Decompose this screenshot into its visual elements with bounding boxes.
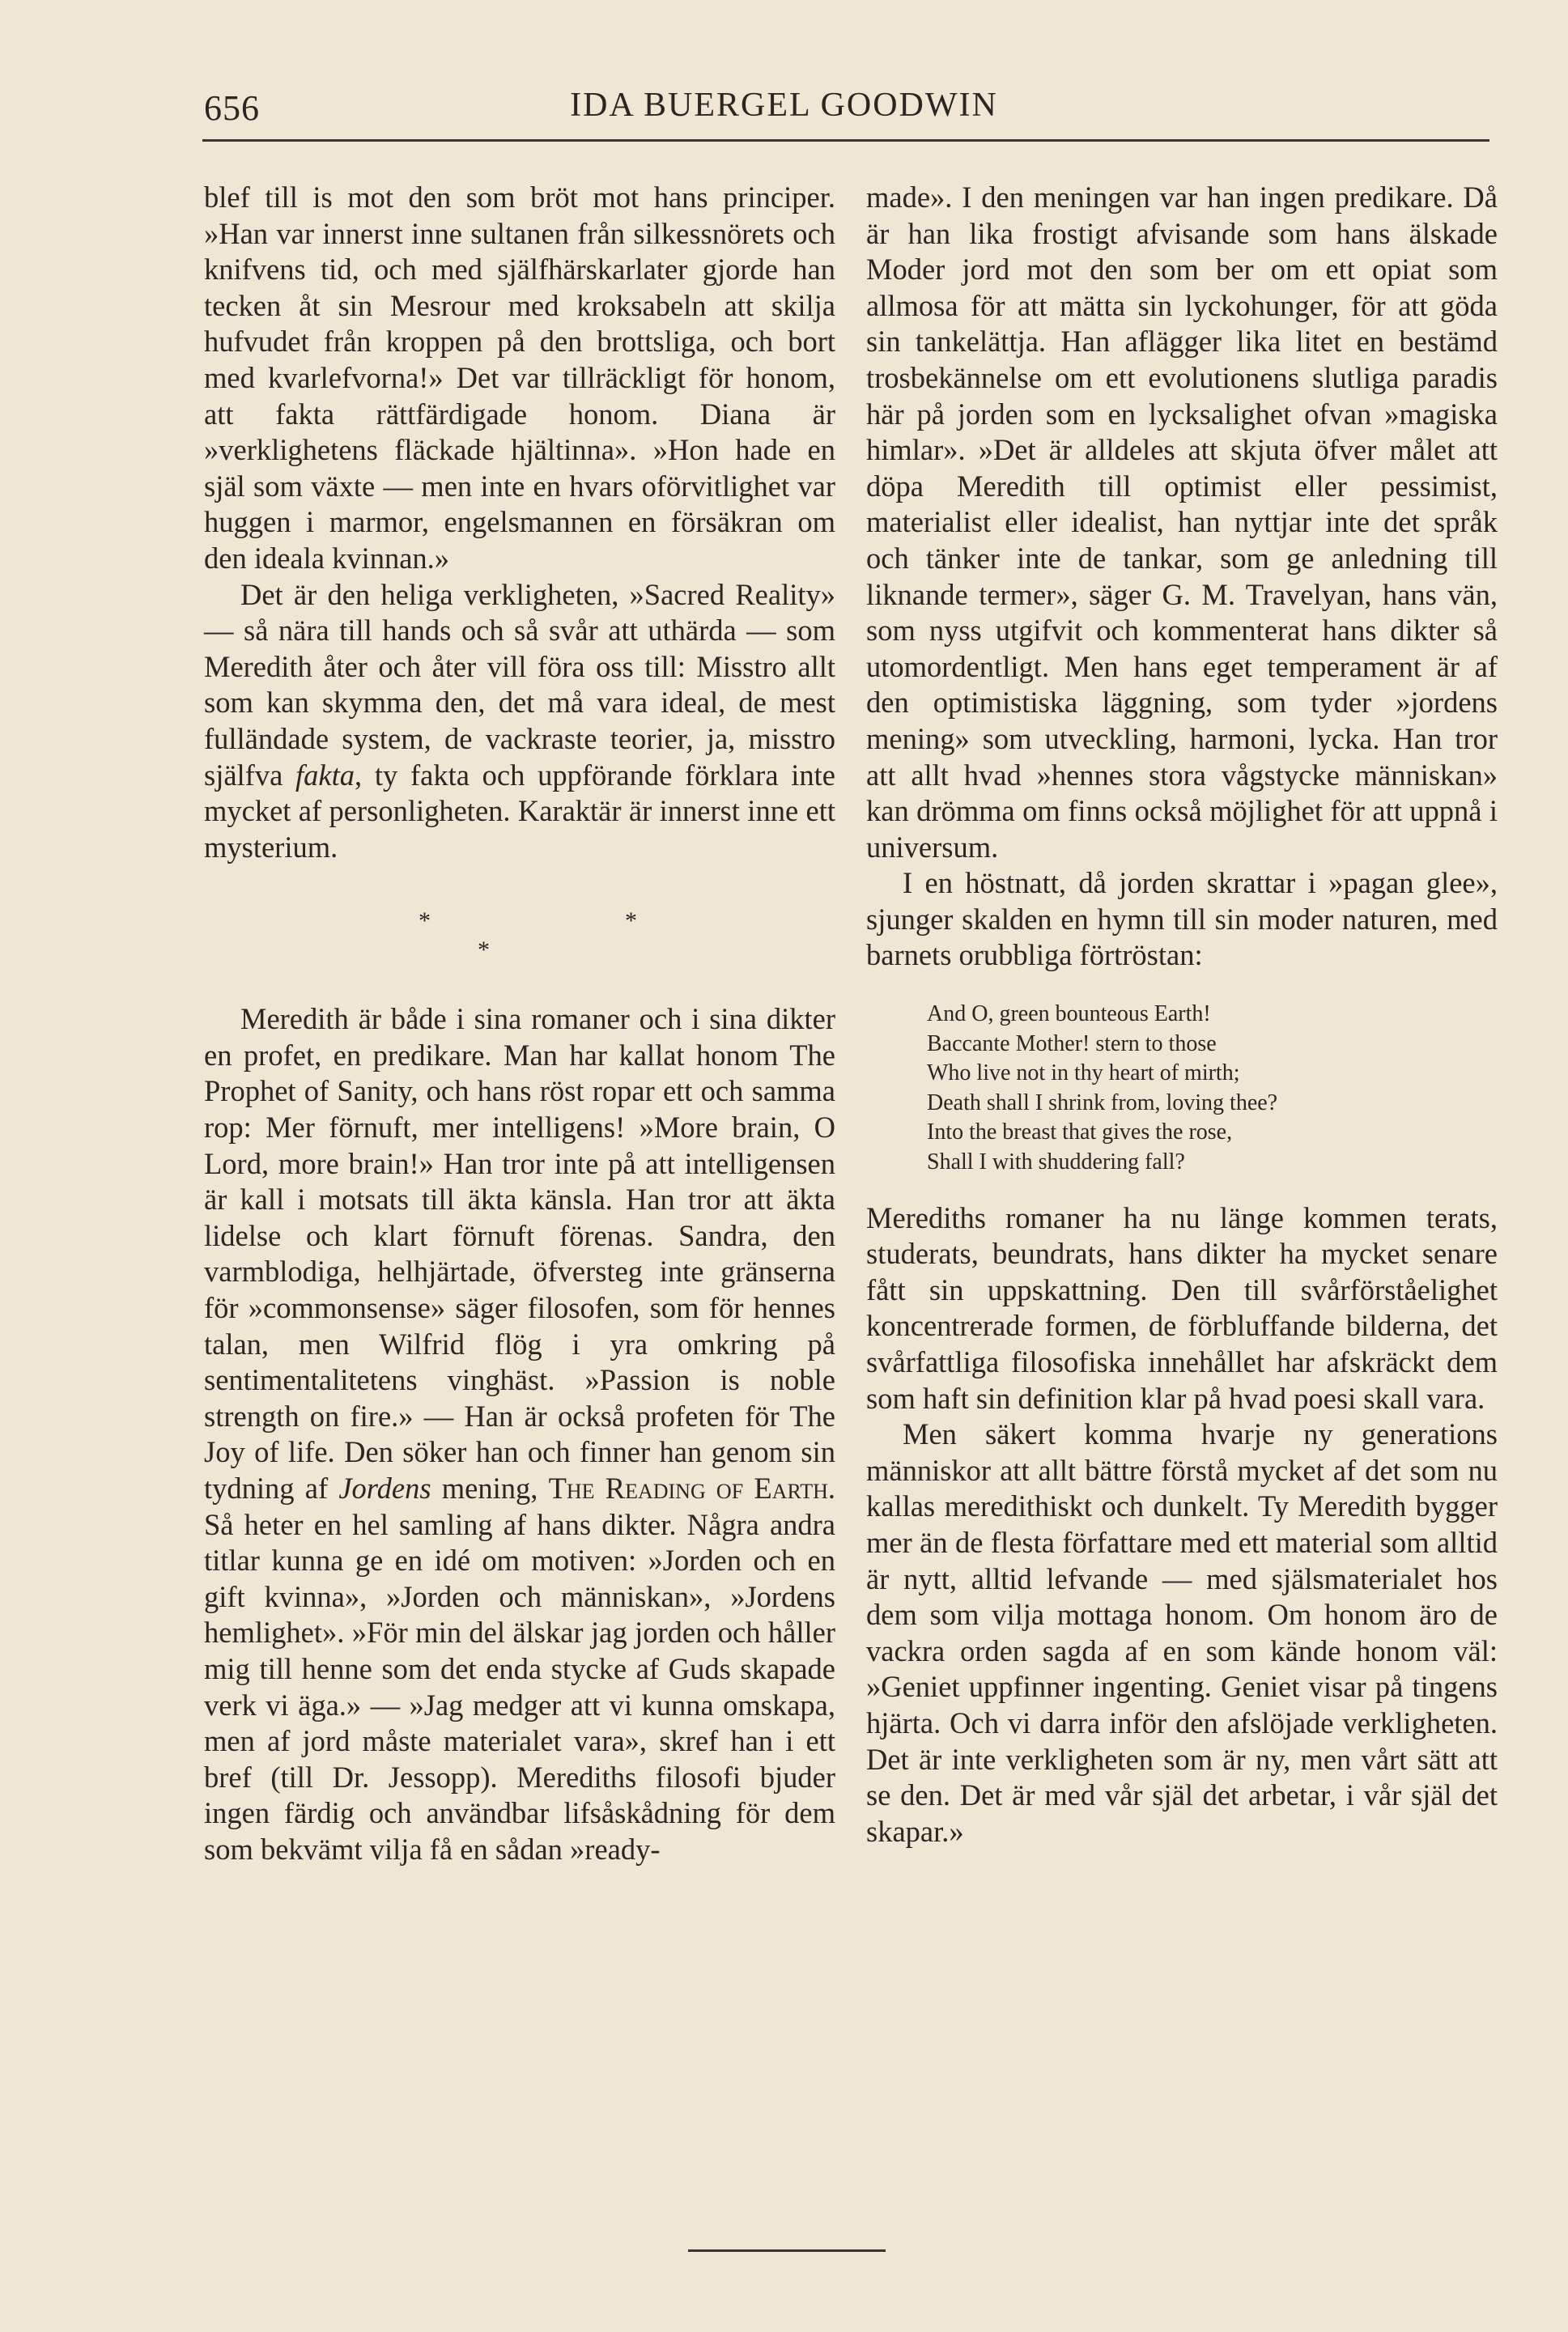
paragraph: blef till is mot den som bröt mot hans principer. »Han var innerst inne sultanen från silkessnörets och knifvens tid, och med själfhärskarlater gjorde han tecken åt sin Mesrour med kroksabeln att skilja hufvudet från kroppen på den brottsliga, och bort med kvarlefvorna!» Det var tillräckligt för honom, att fakta rättfärdigade honom. Diana är »verklighetens fläckade hjältinna». »Hon hade en själ som växte — men inte en hvars oförvitlighet var huggen i marmor, engelsmannen en försäkran om den ideala kvinnan.»: [204, 181, 835, 575]
asterisk: *: [625, 907, 637, 935]
section-break-asterisks: [204, 873, 835, 987]
page-number: 656: [204, 88, 260, 128]
paragraph: Det är den heliga verkligheten, »Sacred Reality» — så nära till hands och så svår att uthärda — som Meredith åter och åter vill föra oss till: Misstro allt som kan skymma den, det må vara ideal, de mest fulländade system, de vackraste teorier, ja, misstro själfva fakta, ty fakta och uppförande förklara inte mycket af personligheten. Karaktär är innerst inne ett mysterium.: [204, 577, 835, 864]
italic-word: fakta: [295, 758, 355, 792]
running-head: IDA BUERGEL GOODWIN: [570, 87, 998, 124]
header-rule: [202, 139, 1489, 142]
right-column: [866, 180, 1498, 1850]
poem-line: Baccante Mother! stern to those: [927, 1030, 1217, 1056]
poem-quote: [927, 1000, 1498, 1178]
paragraph: Men säkert komma hvarje ny generations människor att allt bättre förstå mycket af det som nu kallas meredithiskt och dunkelt. Ty Meredith bygger mer än de flesta författare med ett material som alltid är nytt, alltid lefvande — med själsmaterialet hos dem som vilja mottaga honom. Om honom äro de vackra orden sagda af en som kände honom väl: »Geniet uppfinner ingenting. Geniet visar på tingens hjärta. Och vi darra inför den afslöjade verkligheten. Det är inte verkligheten som är ny, men vårt sätt att se den. Det är med vår själ det arbetar, i vår själ det skapar.»: [866, 1417, 1498, 1848]
asterisk: *: [478, 937, 490, 964]
italic-word: Jordens: [338, 1472, 431, 1505]
paragraph: Merediths romaner ha nu länge kommen terats, studerats, beundrats, hans dikter ha mycket senare fått sin uppskattning. Den till svårförståelighet koncentrerade formen, de förbluffande bilderna, det svårfattliga filosofiska innehållet har afskräckt dem som haft sin definition klar på hvad poesi skall vara.: [866, 1200, 1498, 1415]
poem-line: And O, green bounteous Earth!: [927, 1001, 1211, 1027]
small-caps-title: The Reading of Earth: [548, 1472, 828, 1505]
poem-line: Into the breast that gives the rose,: [927, 1119, 1233, 1145]
paragraph: Meredith är både i sina romaner och i sina dikter en profet, en predikare. Man har kallat honom The Prophet of Sanity, och hans röst ropar ett och samma rop: Mer förnuft, mer intelligens! »More brain, O Lord, more brain!» Han tror inte på att intelligensen är kall i motsats till äkta känsla. Han tror att äkta lidelse och klart förnuft förenas. Sandra, den varmblodiga, helhjärtade, öfversteg inte gränserna för »commonsense» säger filosofen, som för hennes talan, men Wilfrid flög i yra omkring på sentimentalitetens vinghäst. »Passion is noble strength on fire.» — Han är också profeten för The Joy of life. Den söker han och finner han genom sin tydning af Jordens mening, The Reading of Earth. Så heter en hel samling af hans dikter. Några andra titlar kunna ge en idé om motiven: »Jorden och en gift kvinna», »Jorden och människan», »Jordens hemlighet». »För min del älskar jag jorden och håller mig till henne som det enda stycke af Guds skapade verk vi äga.» — »Jag medger att vi kunna omskapa, men af jord måste materialet vara», skref han i ett bref (till Dr. Jessopp). Merediths filosofi bjuder ingen färdig och användbar lifsåskådning för dem som bekvämt vilja få en sådan »ready-: [204, 1002, 836, 1866]
poem-line: Death shall I shrink from, loving thee?: [927, 1090, 1278, 1115]
paragraph: I en höstnatt, då jorden skrattar i »pagan glee», sjunger skalden en hymn till sin moder naturen, med barnets orubbliga förtröstan:: [866, 866, 1498, 972]
left-column: [204, 180, 835, 1868]
footer-rule: [688, 2249, 886, 2252]
paragraph: made». I den meningen var han ingen predikare. Då är han lika frostigt afvisande som hans älskade Moder jord mot den som ber om ett opiat som allmosa för att mätta sin lyckohunger, för att göda sin tankelättja. Han aflägger lika litet en bestämd trosbekännelse om ett evolutionens slutliga paradis här på jorden som en lycksalighet ofvan »magiska himlar». »Det är alldeles att skjuta öfver målet att döpa Meredith till optimist eller pessimist, materialist eller idealist, han nyttjar inte det språk och tänker inte de tankar, som ge anledning till liknande termer», säger G. M. Travelyan, hans vän, som nyss utgifvit och kommenterat hans dikter så utomordentligt. Men hans eget temperament är af den optimistiska läggning, som tyder »jordens mening» som utveckling, harmoni, lycka. Han tror att allt hvad »hennes stora vågstycke människan» kan drömma om finns också möjlighet för att uppnå i universum.: [866, 181, 1498, 864]
poem-line: Shall I with shuddering fall?: [927, 1149, 1185, 1175]
asterisk: *: [419, 907, 431, 935]
poem-line: Who live not in thy heart of mirth;: [927, 1060, 1240, 1086]
